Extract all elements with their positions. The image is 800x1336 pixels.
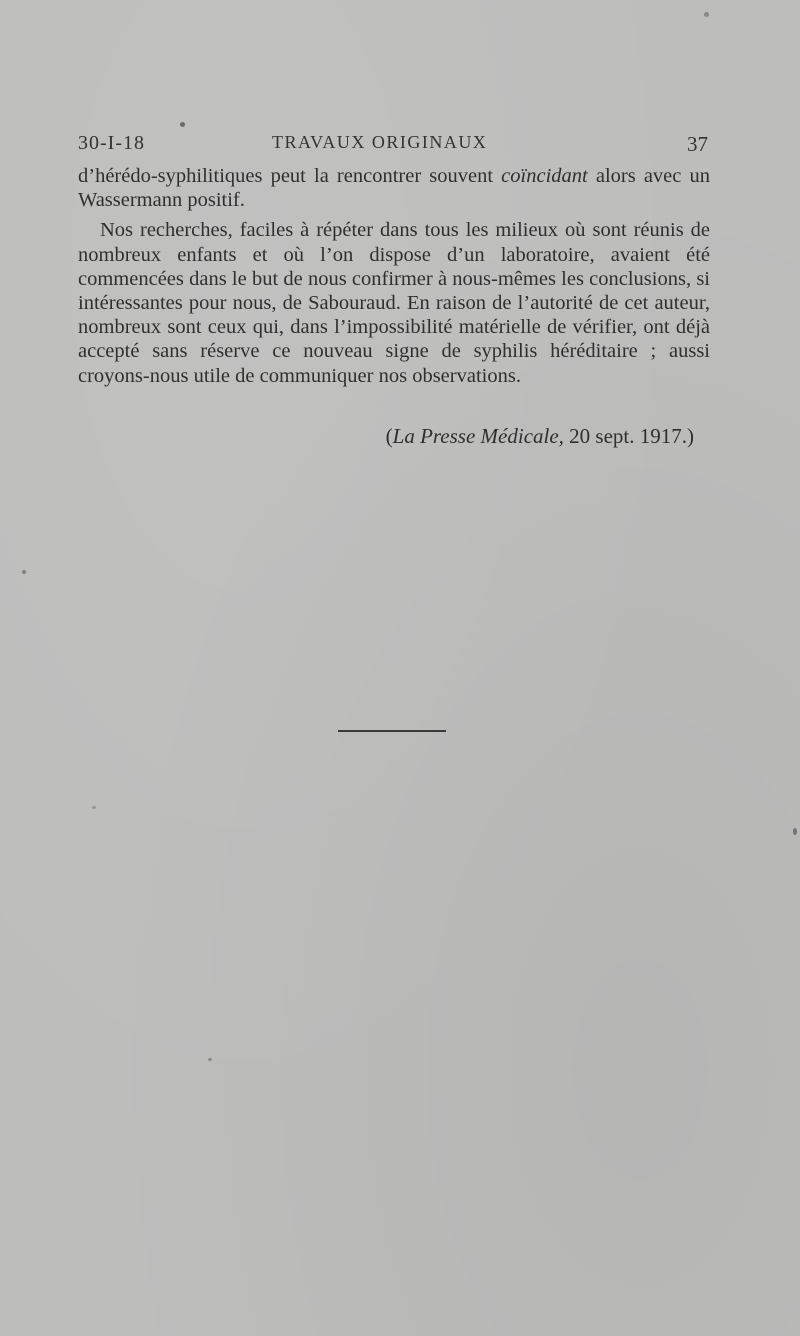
paper-speck bbox=[208, 1058, 212, 1061]
section-title: TRAVAUX ORIGINAUX bbox=[272, 132, 488, 152]
journal-name: La Presse Médicale, bbox=[392, 424, 564, 448]
paper-speck bbox=[22, 570, 26, 574]
paper-speck bbox=[793, 828, 797, 835]
emphasis-coincidant: coïncidant bbox=[501, 165, 588, 187]
page-number: 37 bbox=[687, 132, 708, 156]
section-end-rule bbox=[338, 730, 446, 732]
paper-speck bbox=[92, 806, 96, 809]
body-text bbox=[78, 164, 710, 388]
paper-speck bbox=[180, 122, 185, 127]
paper-speck bbox=[704, 12, 709, 17]
source-citation: (La Presse Médicale, 20 sept. 1917.) bbox=[385, 424, 694, 448]
issue-date: 30-I-18 bbox=[78, 132, 145, 154]
paragraph-1: d’hérédo-syphilitiques peut la rencontrer souvent coïncidant alors avec un Wassermann positif. bbox=[78, 165, 710, 212]
paragraph-2: Nos recherches, faciles à répéter dans tous les milieux où sont réunis de nombreux enfants et où l’on dispose d’un laboratoire, avaient été commencées dans le but de nous confirmer à nous-mêmes les conclusions, si intéressantes pour nous, de Sabouraud. En raison de l’autorité de cet auteur, nombreux sont ceux qui, dans l’impossibilité matérielle de vérifier, ont déjà accepté sans réserve ce nouveau signe de syphilis héréditaire ; aussi croyons-nous utile de communiquer nos observations. bbox=[78, 219, 710, 387]
running-head bbox=[78, 128, 710, 158]
